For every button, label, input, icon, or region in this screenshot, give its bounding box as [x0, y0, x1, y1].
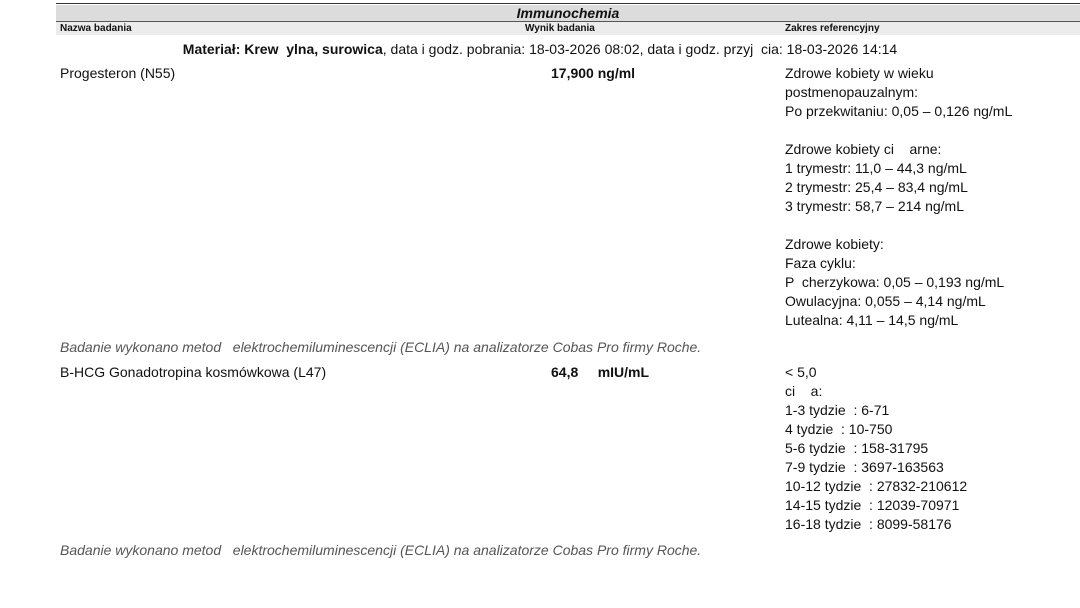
reference-line: 14-15 tydzie : 12039-70971 — [785, 497, 960, 513]
material-dates: , data i godz. pobrania: 18-03-2026 08:02, data i godz. przyj cia: 18-03-2026 14:14 — [382, 41, 898, 57]
section-title: Immunochemia — [56, 5, 1080, 22]
reference-line: 7-9 tydzie : 3697-163563 — [785, 459, 944, 475]
reference-line: postmenopauzalnym: — [785, 84, 919, 100]
reference-line: Lutealna: 4,11 – 14,5 ng/mL — [785, 312, 959, 328]
reference-range — [785, 64, 1012, 330]
material-label: Materiał: Krew ylna, surowica — [182, 41, 383, 57]
reference-line: Zdrowe kobiety w wieku — [785, 65, 934, 81]
reference-line — [785, 216, 1012, 235]
reference-line: Owulacyjna: 0,055 – 4,14 ng/mL — [785, 293, 986, 309]
reference-line: P cherzykowa: 0,05 – 0,193 ng/mL — [785, 274, 1005, 290]
test-result: 17,900 ng/ml — [551, 65, 636, 81]
reference-line: Faza cyklu: — [785, 255, 856, 271]
reference-line: 4 tydzie : 10-750 — [785, 421, 893, 437]
reference-line: 1 trymestr: 11,0 – 44,3 ng/mL — [785, 160, 967, 176]
reference-line: 2 trymestr: 25,4 – 83,4 ng/mL — [785, 179, 968, 195]
method-note: Badanie wykonano metod elektrochemiluminescencji (ECLIA) na analizatorze Cobas Pro firmy Roche. — [60, 542, 702, 558]
reference-line: 16-18 tydzie : 8099-58176 — [785, 516, 952, 532]
test-name: Progesteron (N55) — [60, 65, 176, 81]
test-name: B-HCG Gonadotropina kosmówkowa (L47) — [60, 364, 327, 380]
reference-line: < 5,0 — [785, 364, 817, 380]
reference-line: Po przekwitaniu: 0,05 – 0,126 ng/mL — [785, 103, 1013, 119]
material-line — [0, 40, 1080, 58]
test-result: 64,8 mIU/mL — [551, 364, 650, 380]
reference-line — [785, 121, 1012, 140]
column-header-result: Wynik badania — [525, 23, 595, 34]
reference-line: ci a: — [785, 383, 823, 399]
column-header-reference: Zakres referencyjny — [785, 23, 880, 34]
top-rule — [56, 3, 1080, 4]
column-headers — [56, 22, 1080, 35]
reference-line: Zdrowe kobiety ci arne: — [785, 141, 942, 157]
reference-line: 10-12 tydzie : 27832-210612 — [785, 478, 968, 494]
reference-line: 3 trymestr: 58,7 – 214 ng/mL — [785, 198, 964, 214]
reference-line: Zdrowe kobiety: — [785, 236, 884, 252]
reference-line: 1-3 tydzie : 6-71 — [785, 402, 890, 418]
method-note: Badanie wykonano metod elektrochemiluminescencji (ECLIA) na analizatorze Cobas Pro firmy Roche. — [60, 339, 702, 355]
column-header-name: Nazwa badania — [60, 23, 132, 34]
reference-line: 5-6 tydzie : 158-31795 — [785, 440, 929, 456]
reference-range — [785, 363, 967, 534]
